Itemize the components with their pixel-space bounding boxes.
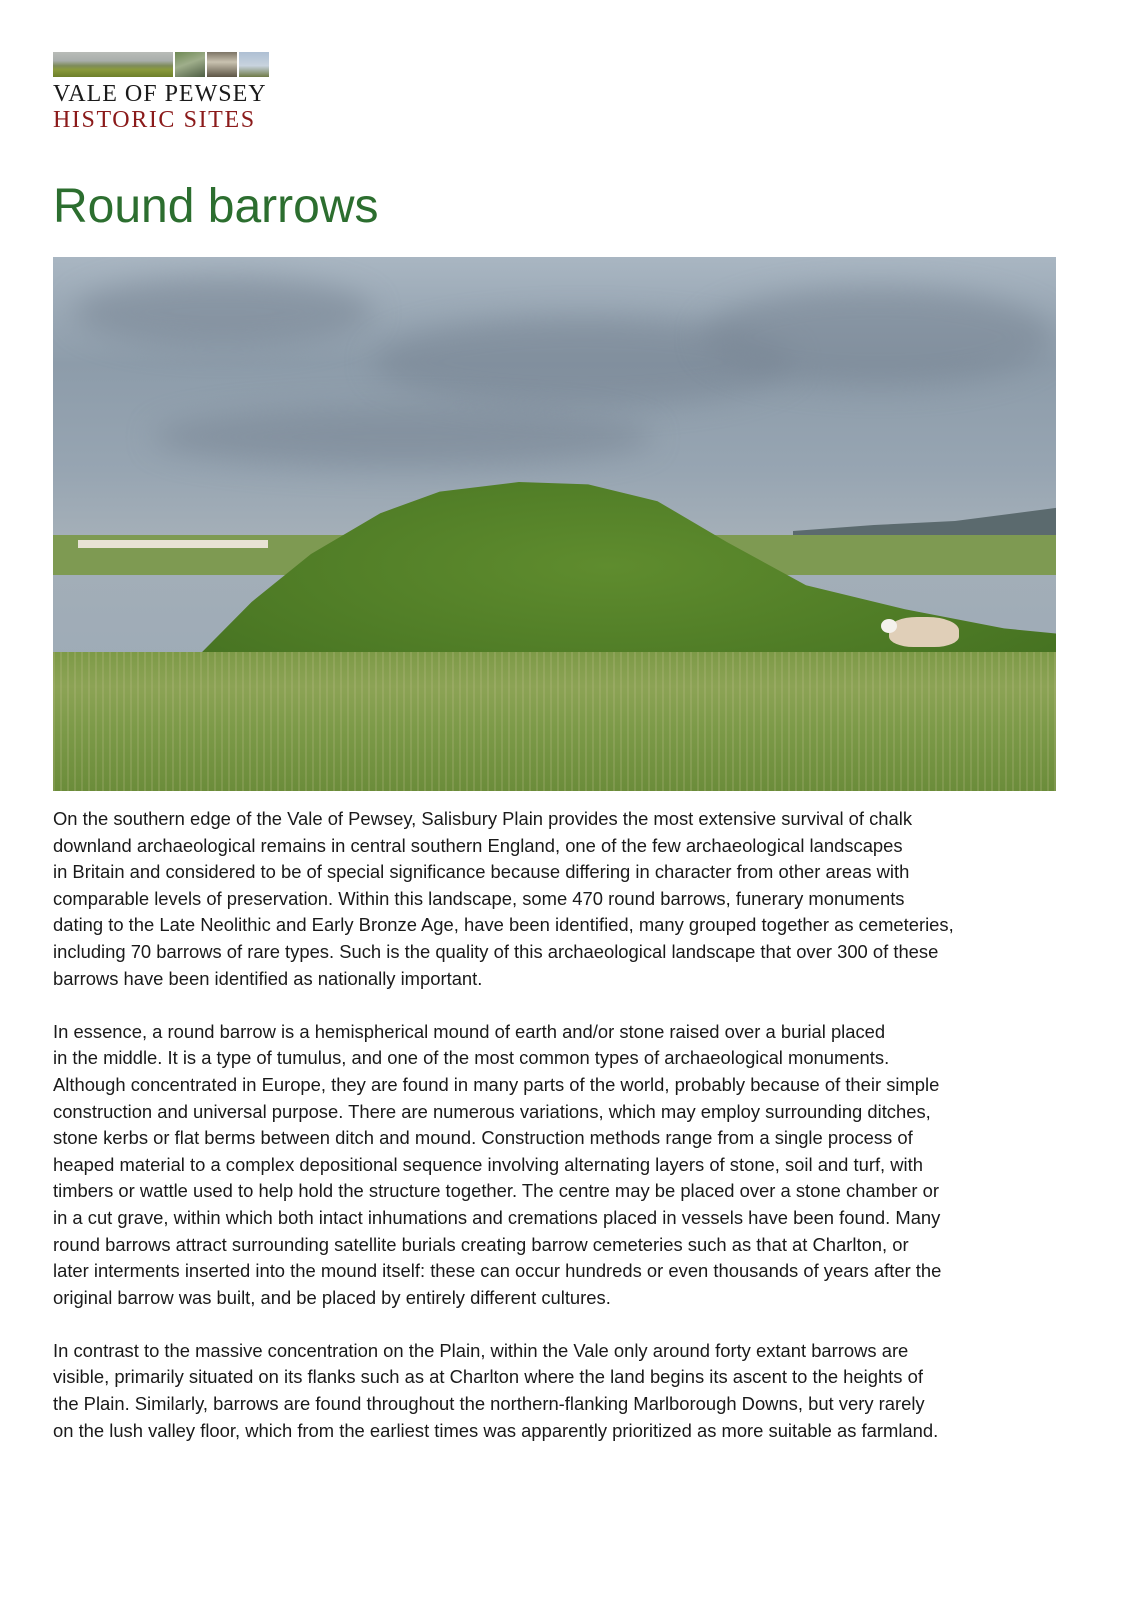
logo-text-historic-sites: HISTORIC SITES — [53, 107, 256, 133]
cloud-shape — [73, 277, 373, 347]
sheep — [889, 617, 959, 647]
text-line: in Britain and considered to be of special significance because differing in character from other areas with — [53, 861, 910, 883]
meadow-grass-texture — [53, 652, 1056, 791]
logo-landscape-image — [53, 52, 173, 77]
text-line: visible, primarily situated on its flanks such as at Charlton where the land begins its ascent to the heights of — [53, 1366, 923, 1388]
text-line: including 70 barrows of rare types. Such is the quality of this archaeological landscape that over 300 of these — [53, 940, 939, 962]
page-title: Round barrows — [53, 180, 379, 233]
text-line: in a cut grave, within which both intact inhumations and cremations placed in vessels have been found. Many — [53, 1206, 941, 1228]
logo-thumbnail-image — [175, 52, 205, 77]
logo-thumbnail-image — [207, 52, 237, 77]
round-barrow-photo — [53, 257, 1056, 791]
text-line: later interments inserted into the mound itself: these can occur hundreds or even thousands of years after the — [53, 1260, 942, 1282]
text-line: timbers or wattle used to help hold the structure together. The centre may be placed over a stone chamber or — [53, 1180, 939, 1202]
text-line: round barrows attract surrounding satellite burials creating barrow cemeteries such as that at Charlton, or — [53, 1233, 909, 1255]
text-line: the Plain. Similarly, barrows are found throughout the northern-flanking Marlborough Downs, but very rarely — [53, 1393, 925, 1415]
vale-of-pewsey-logo — [53, 52, 269, 133]
text-line: downland archaeological remains in central southern England, one of the few archaeological landscapes — [53, 834, 903, 856]
paragraph-vale-contrast — [53, 1338, 1063, 1444]
cloud-shape — [153, 407, 653, 467]
text-line: original barrow was built, and be placed by entirely different cultures. — [53, 1286, 611, 1308]
logo-photo-strip — [53, 52, 269, 77]
chalk-field-strip — [78, 540, 268, 548]
text-line: on the lush valley floor, which from the earliest times was apparently prioritized as more suitable as farmland. — [53, 1419, 939, 1441]
text-line: Although concentrated in Europe, they are found in many parts of the world, probably because of their simple — [53, 1073, 940, 1095]
paragraph-round-barrow-definition — [53, 1019, 1063, 1312]
text-line: in the middle. It is a type of tumulus, and one of the most common types of archaeological monuments. — [53, 1047, 890, 1069]
text-line: heaped material to a complex depositional sequence involving alternating layers of stone, soil and turf, with — [53, 1153, 923, 1175]
cloud-shape — [703, 287, 1053, 387]
text-line: construction and universal purpose. There are numerous variations, which may employ surrounding ditches, — [53, 1100, 931, 1122]
paragraph-salisbury-plain — [53, 806, 1063, 992]
article-body — [53, 806, 1063, 1471]
sheep-head — [881, 619, 897, 633]
text-line: comparable levels of preservation. Within this landscape, some 470 round barrows, funerary monuments — [53, 887, 905, 909]
logo-text-vale-of-pewsey: VALE OF PEWSEY — [53, 81, 267, 107]
text-line: stone kerbs or flat berms between ditch and mound. Construction methods range from a single process of — [53, 1127, 913, 1149]
text-line: In contrast to the massive concentration on the Plain, within the Vale only around forty extant barrows are — [53, 1339, 909, 1361]
text-line: On the southern edge of the Vale of Pewsey, Salisbury Plain provides the most extensive survival of chalk — [53, 808, 913, 829]
logo-windmill-thumbnail-image — [239, 52, 269, 77]
text-line: barrows have been identified as nationally important. — [53, 967, 483, 989]
text-line: In essence, a round barrow is a hemispherical mound of earth and/or stone raised over a burial placed — [53, 1020, 886, 1042]
text-line: dating to the Late Neolithic and Early Bronze Age, have been identified, many grouped together as cemeteries, — [53, 914, 954, 936]
